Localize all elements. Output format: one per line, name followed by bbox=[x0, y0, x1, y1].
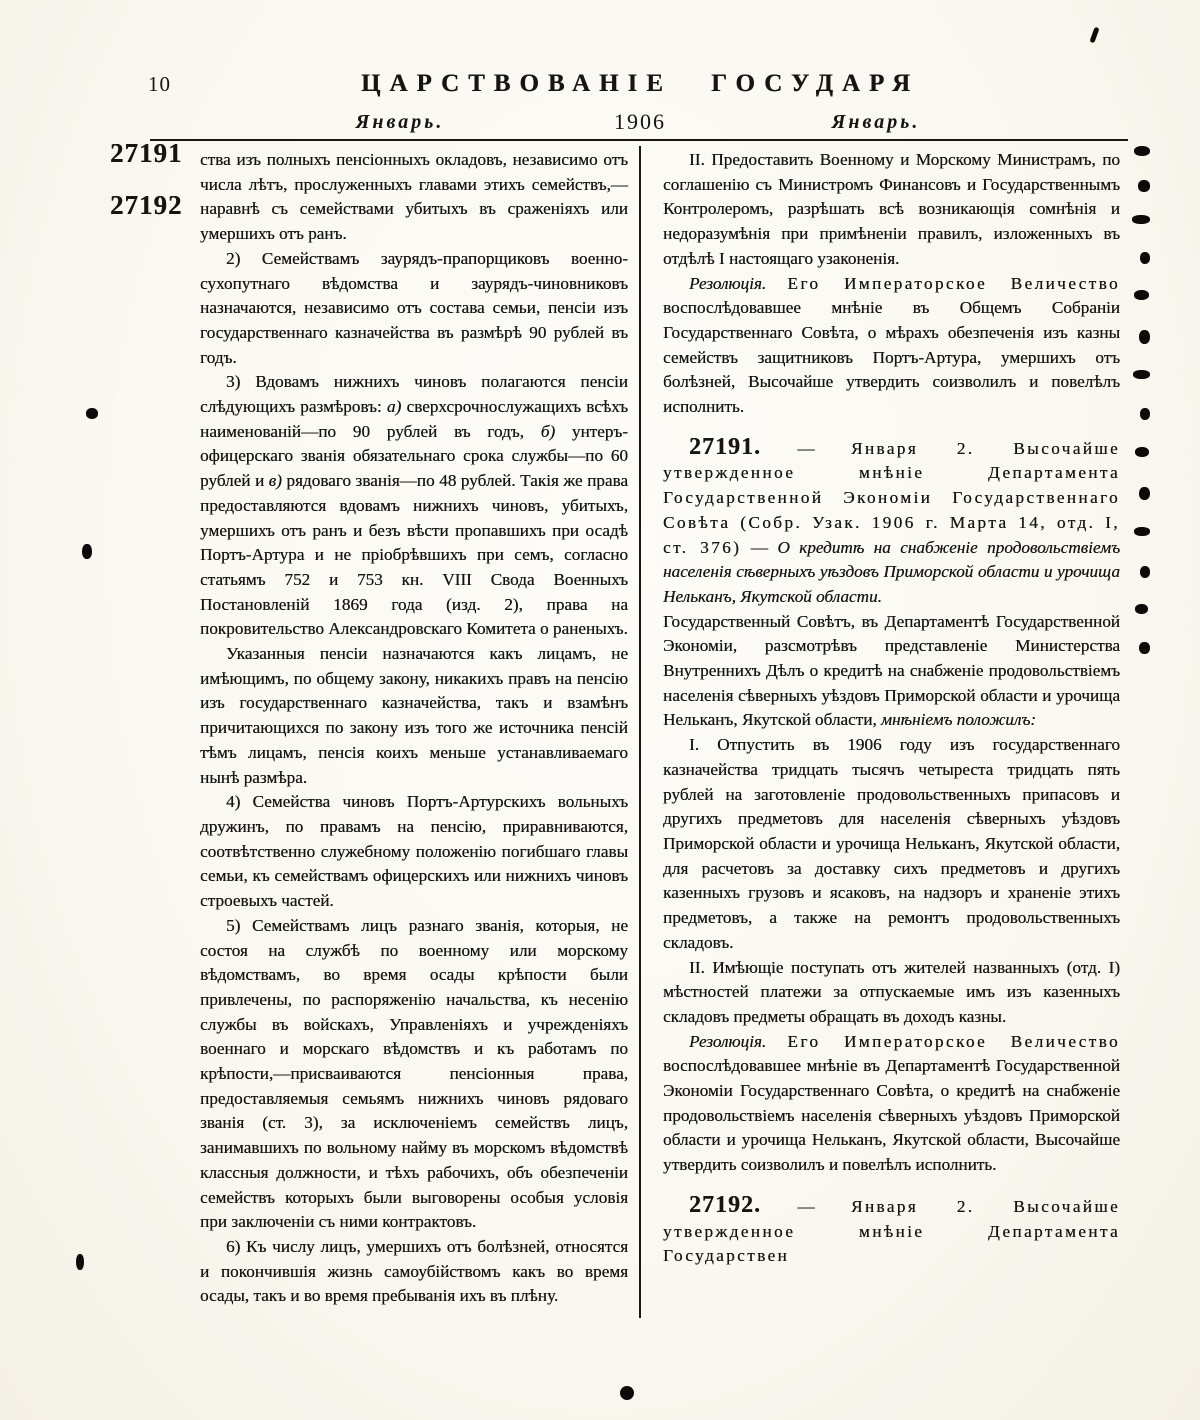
text-span: а) bbox=[386, 397, 402, 417]
text-span: — bbox=[741, 537, 778, 557]
text-span: 4) Семейства чиновъ Портъ-Артурскихъ вольныхъ дружинъ, по правамъ на пенсію, приравниваются, соотвѣтственно служебному положенію погибшаго главы семьи, къ семействамъ офицерскихъ или нижнихъ чиновъ строевыхъ частей. bbox=[200, 792, 628, 911]
text-span: Резолюція. bbox=[689, 273, 788, 293]
paragraph bbox=[663, 1193, 1120, 1269]
left-column bbox=[200, 148, 628, 1309]
text-span: сверхсрочнослужащихъ всѣхъ наименованій—по 90 рублей въ годъ, bbox=[200, 397, 628, 441]
right-column bbox=[663, 148, 1120, 1269]
text-span: — bbox=[761, 1196, 851, 1216]
text-span: I. Отпустить въ 1906 году изъ государственнаго казначейства тридцать тысячъ четыреста тридцать пять рублей на заготовленіе продовольственныхъ припасовъ и другихъ предметовъ для населенія сѣверныхъ уѣздовъ Приморской области и урочища Нельканъ, Якутской области, для расчетовъ за доставку сихъ предметовъ и другихъ казенныхъ грузовъ и ясаковъ, на надзоръ и храненіе этихъ предметовъ, а также на ремонтъ продовольственныхъ складовъ. bbox=[663, 735, 1120, 952]
text-span: II. Предоставить Военному и Морскому Министрамъ, по соглашенію съ Министромъ Финансовъ и Государственнымъ Контролеромъ, разрѣшать всѣ возникающія сомнѣнія и недоразумѣнія при примѣненіи правилъ, изложенныхъ въ отдѣлѣ I настоящаго узаконенія. bbox=[663, 150, 1120, 268]
margin-article-number: 27191 bbox=[110, 138, 183, 168]
text-span: Указанныя пенсіи назначаются какъ лицамъ, не имѣющимъ, по общему закону, никакихъ правъ на пенсію изъ государственнаго казначейства, такъ и взамѣнъ причитающихся по закону изъ того же источника пенсій тѣмъ лицамъ, пенсія коихъ меньше устанавливаемаго нынѣ размѣра. bbox=[200, 644, 628, 787]
paragraph bbox=[200, 790, 628, 914]
paragraph bbox=[663, 733, 1120, 955]
text-span: 2) Семействамъ заурядъ-прапорщиковъ военно-сухопутнаго вѣдомства и заурядъ-чиновниковъ назначаются, независимо отъ состава семьи, пенсіи изъ государственнаго казначейства въ размѣрѣ 90 рублей въ годъ. bbox=[200, 248, 628, 367]
text-span: 6) Къ числу лицъ, умершихъ отъ болѣзней, относятся и покончившія жизнь самоубійствомъ какъ во время осады, такъ и во время пребыванія ихъ въ плѣну. bbox=[200, 1236, 628, 1306]
margin-article-number: 27192 bbox=[110, 190, 183, 220]
text-span: рядоваго званія—по 48 рублей. Такія же права предоставляются вдовамъ нижнихъ чиновъ, убитыхъ, умершихъ отъ ранъ и безъ вѣсти пропавшихъ при осадѣ Портъ-Артура и не пріобрѣвшихъ при семъ, согласно статьямъ 752 и 753 кн. VIII Свода Военныхъ Постановленій 1869 года (изд. 2), права на покровительство Александровскаго Комитета о раненыхъ. bbox=[200, 471, 629, 639]
page-number: 10 bbox=[148, 72, 171, 96]
text-span: унтеръ-офицерскаго званія обязательнаго срока службы—по 60 рублей и bbox=[200, 421, 629, 491]
text-span: Государственный Совѣтъ, въ Департаментѣ Государственной Экономіи, разсмотрѣвъ представленіе Министерства Внутреннихъ Дѣлъ о кредитѣ на снабженіе продовольствіемъ населенія сѣверныхъ уѣздовъ Приморской области и урочища Нельканъ, Якутской области, bbox=[663, 611, 1120, 730]
text-span: мнѣніемъ положилъ: bbox=[880, 710, 1036, 730]
text-span: Января 2. Высочайше утвержденное мнѣніе Департамента Государствен bbox=[663, 1196, 1121, 1266]
running-head-left: Январь. bbox=[355, 111, 445, 133]
text-span: Резолюція. bbox=[689, 1031, 788, 1051]
paragraph bbox=[200, 247, 628, 371]
running-head-year: 1906 bbox=[614, 109, 666, 134]
paragraph bbox=[200, 370, 628, 642]
text-span: 3) Вдовамъ нижнихъ чиновъ полагаются пенсіи слѣдующихъ размѣровъ: bbox=[200, 372, 628, 417]
paragraph bbox=[663, 956, 1120, 1030]
text-span: Его Императорское Величество bbox=[787, 1031, 1120, 1051]
paragraph bbox=[663, 1030, 1120, 1178]
text-span: б) bbox=[540, 421, 556, 441]
article-number: 27191. bbox=[689, 433, 761, 460]
paragraph bbox=[663, 435, 1120, 610]
text-span: воспослѣдовавшее мнѣніе въ Департаментѣ Государственной Экономіи Государственнаго Совѣта, о кредитѣ на снабженіе продовольствіемъ населенія сѣверныхъ уѣздовъ Приморской области и урочища Нельканъ, Якутской области, Высочайше утвердить соизволилъ и повелѣлъ исполнить. bbox=[663, 1056, 1120, 1175]
column-divider bbox=[639, 146, 641, 1318]
paragraph bbox=[663, 148, 1120, 272]
paragraph bbox=[663, 272, 1120, 420]
paragraph bbox=[200, 914, 628, 1235]
header-rule bbox=[150, 139, 1128, 141]
text-span: Января 2. Высочайше утвержденное мнѣніе Департамента Государственной Экономіи Государственнаго Совѣта (Собр. Узак. 1906 г. Марта 14, отд. I, ст. 376) bbox=[663, 438, 1121, 557]
text-span: 5) Семействамъ лицъ разнаго званія, которыя, не состоя на службѣ по военному или морскому вѣдомствамъ, во время осады крѣпости были привлечены, по распоряженію начальства, къ несенію службы въ войскахъ, Управленіяхъ и учрежденіяхъ военнаго и морскаго вѣдомствъ и къ работамъ по крѣпости,—присваиваются пенсіонныя права, предоставляемыя семьямъ нижнихъ чиновъ рядоваго званія (ст. 3), за исключеніемъ семействъ лицъ, занимавшихъ по вольному найму въ морскомъ вѣдомствѣ классныя должности, и тѣхъ рабочихъ, объ обезпеченіи семействъ которыхъ были выговорены особыя условія при заключеніи съ ними контрактовъ. bbox=[200, 915, 628, 1232]
page-title: ЦАРСТВОВАНІЕ ГОСУДАРЯ bbox=[360, 70, 920, 97]
running-head-right: Январь. bbox=[831, 111, 921, 133]
paragraph bbox=[200, 642, 628, 790]
paragraph bbox=[200, 1235, 628, 1309]
text-span: — bbox=[761, 438, 851, 458]
text-span: II. Имѣющіе поступать отъ жителей названныхъ (отд. I) мѣстностей платежи за отпускаемые имъ изъ казенныхъ складовъ предметы обращать въ доходъ казны. bbox=[663, 957, 1120, 1026]
paragraph bbox=[663, 610, 1120, 734]
text-span: воспослѣдовавшее мнѣніе въ Общемъ Собраніи Государственнаго Совѣта, о мѣрахъ обезпеченія изъ казны семействъ защитниковъ Портъ-Артура, умершихъ отъ болѣзней, Высочайше утвердить соизволилъ и повелѣлъ исполнить. bbox=[663, 298, 1120, 417]
text-span: в) bbox=[268, 471, 282, 491]
text-span: Его Императорское Величество bbox=[787, 273, 1120, 293]
text-span: О кредитѣ на снабженіе продовольствіемъ населенія сѣверныхъ уѣздовъ Приморской области и урочища Нельканъ, Якутской области. bbox=[663, 537, 1120, 606]
text-span: ства изъ полныхъ пенсіонныхъ окладовъ, независимо отъ числа лѣтъ, прослуженныхъ главами этихъ семействъ,—наравнѣ съ семействами убитыхъ въ сраженіяхъ или умершихъ отъ ранъ. bbox=[200, 150, 628, 244]
paragraph bbox=[200, 148, 628, 247]
article-number: 27192. bbox=[689, 1191, 761, 1218]
